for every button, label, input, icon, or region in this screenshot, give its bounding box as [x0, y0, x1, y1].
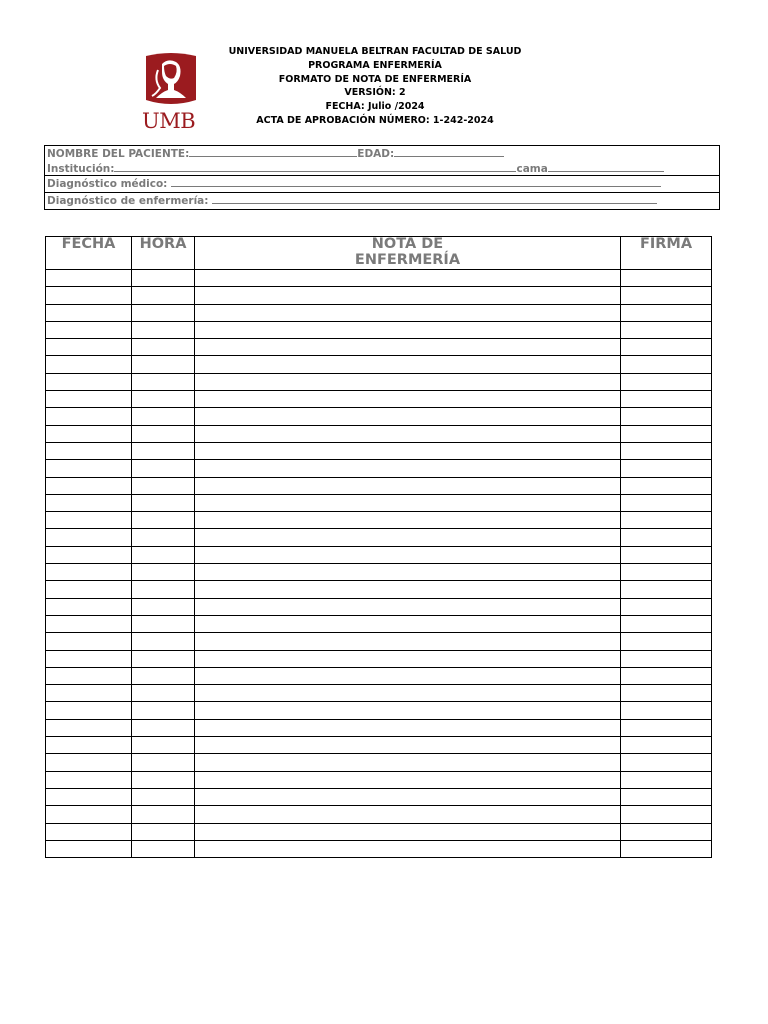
patient-age-field[interactable]: [394, 147, 504, 157]
table-row: [46, 702, 712, 719]
cell-firma[interactable]: [621, 287, 712, 304]
header-version: VERSIÓN: 2: [344, 87, 406, 99]
table-row: [46, 391, 712, 408]
cell-nota[interactable]: [195, 702, 621, 719]
cell-nota[interactable]: [195, 494, 621, 511]
cell-hora[interactable]: [132, 425, 195, 442]
cell-nota[interactable]: [195, 425, 621, 442]
cell-fecha[interactable]: [46, 840, 132, 857]
bed-field[interactable]: [548, 162, 664, 172]
cell-hora[interactable]: [132, 373, 195, 390]
table-row: [46, 321, 712, 338]
medical-diagnosis-label: Diagnóstico médico:: [47, 178, 168, 190]
cell-firma[interactable]: [621, 615, 712, 632]
cell-fecha[interactable]: [46, 339, 132, 356]
cell-firma[interactable]: [621, 304, 712, 321]
cell-firma[interactable]: [621, 806, 712, 823]
table-row: [46, 494, 712, 511]
cell-fecha[interactable]: [46, 408, 132, 425]
cell-firma[interactable]: [621, 823, 712, 840]
cell-firma[interactable]: [621, 737, 712, 754]
cell-firma[interactable]: [621, 650, 712, 667]
cell-firma[interactable]: [621, 702, 712, 719]
table-row: [46, 339, 712, 356]
cell-fecha[interactable]: [46, 633, 132, 650]
cell-firma[interactable]: [621, 339, 712, 356]
institution-field[interactable]: [114, 162, 516, 172]
cell-firma[interactable]: [621, 840, 712, 857]
table-row: [46, 840, 712, 857]
cell-fecha[interactable]: [46, 737, 132, 754]
cell-firma[interactable]: [621, 598, 712, 615]
cell-firma[interactable]: [621, 788, 712, 805]
cell-firma[interactable]: [621, 460, 712, 477]
logo-emblem-icon: [140, 50, 202, 112]
cell-firma[interactable]: [621, 512, 712, 529]
column-header-hora: HORA: [132, 237, 195, 270]
cell-firma[interactable]: [621, 771, 712, 788]
table-row: [46, 771, 712, 788]
table-row: [46, 529, 712, 546]
cell-hora[interactable]: [132, 685, 195, 702]
cell-fecha[interactable]: [46, 425, 132, 442]
table-row: [46, 287, 712, 304]
cell-hora[interactable]: [132, 615, 195, 632]
cell-firma[interactable]: [621, 408, 712, 425]
cell-hora[interactable]: [132, 598, 195, 615]
cell-firma[interactable]: [621, 425, 712, 442]
cell-firma[interactable]: [621, 270, 712, 287]
cell-fecha[interactable]: [46, 287, 132, 304]
table-row: [46, 425, 712, 442]
cell-fecha[interactable]: [46, 823, 132, 840]
table-row: [46, 650, 712, 667]
cell-nota[interactable]: [195, 633, 621, 650]
bed-label: cama: [516, 162, 548, 175]
column-header-fecha: FECHA: [46, 237, 132, 270]
cell-fecha[interactable]: [46, 460, 132, 477]
table-header-row: [46, 237, 712, 270]
cell-nota[interactable]: [195, 321, 621, 338]
table-row: [46, 512, 712, 529]
cell-fecha[interactable]: [46, 477, 132, 494]
institution-label: Institución:: [47, 162, 115, 175]
cell-fecha[interactable]: [46, 356, 132, 373]
cell-hora[interactable]: [132, 788, 195, 805]
cell-hora[interactable]: [132, 494, 195, 511]
cell-fecha[interactable]: [46, 270, 132, 287]
table-row: [46, 270, 712, 287]
cell-hora[interactable]: [132, 321, 195, 338]
cell-fecha[interactable]: [46, 806, 132, 823]
table-row: [46, 754, 712, 771]
cell-nota[interactable]: [195, 339, 621, 356]
cell-nota[interactable]: [195, 823, 621, 840]
cell-nota[interactable]: [195, 287, 621, 304]
header-approval: ACTA DE APROBACIÓN NÚMERO: 1-242-2024: [256, 114, 494, 126]
cell-hora[interactable]: [132, 823, 195, 840]
cell-hora[interactable]: [132, 702, 195, 719]
cell-nota[interactable]: [195, 806, 621, 823]
cell-fecha[interactable]: [46, 788, 132, 805]
cell-hora[interactable]: [132, 754, 195, 771]
cell-hora[interactable]: [132, 840, 195, 857]
table-row: [46, 667, 712, 684]
cell-hora[interactable]: [132, 304, 195, 321]
cell-fecha[interactable]: [46, 391, 132, 408]
cell-fecha[interactable]: [46, 702, 132, 719]
patient-name-label: NOMBRE DEL PACIENTE:: [47, 148, 190, 160]
table-row: [46, 685, 712, 702]
nursing-diagnosis-field[interactable]: [212, 194, 657, 204]
cell-firma[interactable]: [621, 321, 712, 338]
cell-hora[interactable]: [132, 633, 195, 650]
cell-fecha[interactable]: [46, 754, 132, 771]
cell-firma[interactable]: [621, 442, 712, 459]
cell-firma[interactable]: [621, 546, 712, 563]
table-row: [46, 806, 712, 823]
cell-nota[interactable]: [195, 546, 621, 563]
table-row: [46, 460, 712, 477]
cell-hora[interactable]: [132, 391, 195, 408]
column-header-firma: FIRMA: [621, 237, 712, 270]
cell-hora[interactable]: [132, 667, 195, 684]
cell-nota[interactable]: [195, 771, 621, 788]
cell-firma[interactable]: [621, 356, 712, 373]
table-row: [46, 719, 712, 736]
header-program: PROGRAMA ENFERMERÍA: [308, 59, 442, 71]
nursing-diagnosis-label: Diagnóstico de enfermería:: [47, 195, 209, 207]
table-row: [46, 633, 712, 650]
patient-row-nursing-diagnosis: [45, 192, 719, 209]
patient-row-medical-diagnosis: [45, 175, 719, 192]
cell-hora[interactable]: [132, 287, 195, 304]
header-format-title: FORMATO DE NOTA DE ENFERMERÍA: [278, 73, 472, 85]
header-university: UNIVERSIDAD MANUELA BELTRAN FACULTAD DE SALUD: [228, 46, 522, 57]
cell-nota[interactable]: [195, 304, 621, 321]
table-row: [46, 788, 712, 805]
medical-diagnosis-field[interactable]: [171, 177, 661, 187]
cell-nota[interactable]: [195, 788, 621, 805]
cell-nota[interactable]: [195, 719, 621, 736]
table-row: [46, 408, 712, 425]
table-row: [46, 581, 712, 598]
cell-fecha[interactable]: [46, 650, 132, 667]
cell-hora[interactable]: [132, 650, 195, 667]
cell-nota[interactable]: [195, 685, 621, 702]
cell-hora[interactable]: [132, 546, 195, 563]
table-row: [46, 304, 712, 321]
cell-nota[interactable]: [195, 667, 621, 684]
cell-fecha[interactable]: [46, 304, 132, 321]
cell-hora[interactable]: [132, 339, 195, 356]
cell-nota[interactable]: [195, 564, 621, 581]
nursing-notes-table: [45, 236, 712, 858]
cell-firma[interactable]: [621, 685, 712, 702]
patient-age-label: EDAD:: [357, 148, 395, 160]
table-row: [46, 373, 712, 390]
cell-hora[interactable]: [132, 771, 195, 788]
cell-nota[interactable]: [195, 754, 621, 771]
cell-nota[interactable]: [195, 477, 621, 494]
cell-fecha[interactable]: [46, 512, 132, 529]
cell-nota[interactable]: [195, 598, 621, 615]
cell-firma[interactable]: [621, 373, 712, 390]
logo-text: UMB: [142, 109, 196, 133]
cell-firma[interactable]: [621, 477, 712, 494]
cell-fecha[interactable]: [46, 771, 132, 788]
header-date: FECHA: Julio /2024: [325, 101, 425, 113]
cell-fecha[interactable]: [46, 598, 132, 615]
patient-row-identity: [45, 146, 719, 175]
column-header-nota: [195, 237, 621, 270]
cell-hora[interactable]: [132, 581, 195, 598]
cell-fecha[interactable]: [46, 685, 132, 702]
cell-hora[interactable]: [132, 356, 195, 373]
document-header: [200, 45, 550, 128]
cell-nota[interactable]: [195, 840, 621, 857]
table-row: [46, 598, 712, 615]
cell-nota[interactable]: [195, 581, 621, 598]
patient-name-field[interactable]: [189, 147, 357, 157]
table-row: [46, 442, 712, 459]
cell-fecha[interactable]: [46, 373, 132, 390]
cell-nota[interactable]: [195, 408, 621, 425]
table-body: [46, 270, 712, 858]
table-row: [46, 477, 712, 494]
cell-fecha[interactable]: [46, 615, 132, 632]
cell-firma[interactable]: [621, 494, 712, 511]
cell-nota[interactable]: [195, 460, 621, 477]
table-row: [46, 737, 712, 754]
cell-hora[interactable]: [132, 460, 195, 477]
cell-hora[interactable]: [132, 408, 195, 425]
cell-firma[interactable]: [621, 667, 712, 684]
cell-firma[interactable]: [621, 564, 712, 581]
cell-fecha[interactable]: [46, 442, 132, 459]
cell-fecha[interactable]: [46, 321, 132, 338]
cell-fecha[interactable]: [46, 581, 132, 598]
cell-fecha[interactable]: [46, 719, 132, 736]
patient-info-box: [44, 145, 720, 210]
cell-fecha[interactable]: [46, 546, 132, 563]
column-header-nota-text: NOTA DE ENFERMERÍA: [354, 236, 461, 268]
cell-nota[interactable]: [195, 529, 621, 546]
cell-hora[interactable]: [132, 564, 195, 581]
table-row: [46, 356, 712, 373]
cell-firma[interactable]: [621, 754, 712, 771]
cell-nota[interactable]: [195, 737, 621, 754]
cell-nota[interactable]: [195, 615, 621, 632]
cell-nota[interactable]: [195, 650, 621, 667]
table-row: [46, 615, 712, 632]
cell-hora[interactable]: [132, 477, 195, 494]
cell-fecha[interactable]: [46, 529, 132, 546]
cell-firma[interactable]: [621, 529, 712, 546]
cell-hora[interactable]: [132, 512, 195, 529]
cell-hora[interactable]: [132, 737, 195, 754]
cell-nota[interactable]: [195, 270, 621, 287]
cell-hora[interactable]: [132, 270, 195, 287]
cell-nota[interactable]: [195, 512, 621, 529]
cell-firma[interactable]: [621, 719, 712, 736]
cell-fecha[interactable]: [46, 494, 132, 511]
cell-hora[interactable]: [132, 806, 195, 823]
table-row: [46, 546, 712, 563]
cell-nota[interactable]: [195, 373, 621, 390]
cell-fecha[interactable]: [46, 564, 132, 581]
cell-hora[interactable]: [132, 529, 195, 546]
cell-hora[interactable]: [132, 719, 195, 736]
cell-nota[interactable]: [195, 356, 621, 373]
cell-nota[interactable]: [195, 442, 621, 459]
table-row: [46, 564, 712, 581]
table-row: [46, 823, 712, 840]
cell-firma[interactable]: [621, 391, 712, 408]
cell-firma[interactable]: [621, 581, 712, 598]
cell-firma[interactable]: [621, 633, 712, 650]
cell-hora[interactable]: [132, 442, 195, 459]
cell-fecha[interactable]: [46, 667, 132, 684]
cell-nota[interactable]: [195, 391, 621, 408]
